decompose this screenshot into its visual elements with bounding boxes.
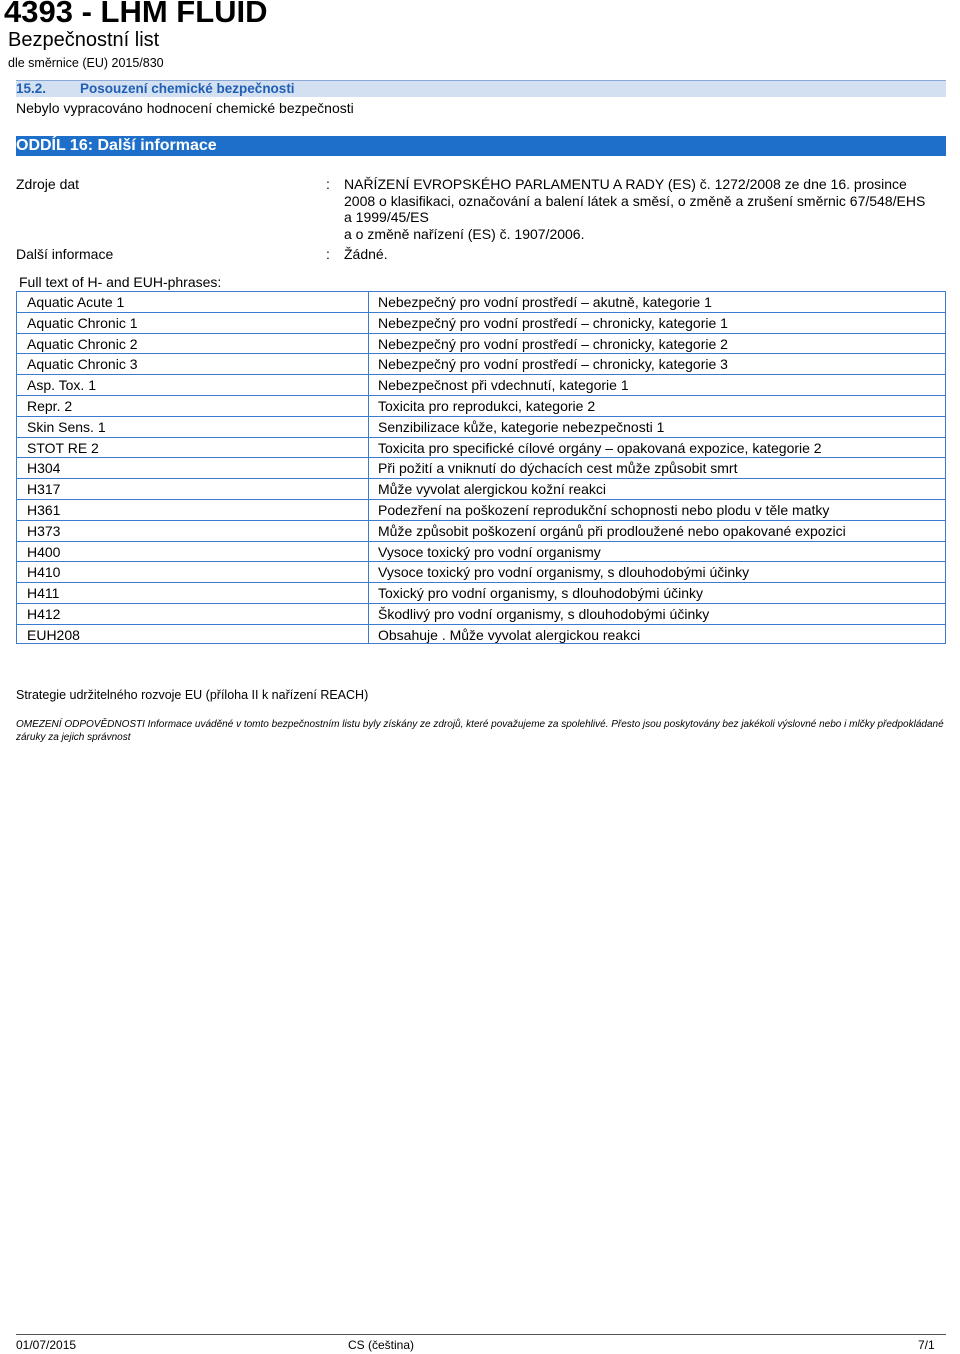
section-16-header: ODDÍL 16: Další informace: [16, 136, 946, 156]
table-row: [17, 542, 945, 563]
phrase-code: H304: [27, 460, 61, 477]
phrase-description: Obsahuje . Může vyvolat alergickou reakci: [378, 626, 641, 643]
footer-page: 7/1: [918, 1338, 935, 1352]
phrase-description: Toxicita pro specifické cílové orgány – opakovaná expozice, kategorie 2: [378, 439, 822, 456]
footer-divider: [16, 1334, 946, 1335]
phrase-code: H317: [27, 481, 61, 498]
phrase-code: Aquatic Chronic 3: [27, 356, 138, 373]
phrase-description: Nebezpečný pro vodní prostředí – chronicky, kategorie 3: [378, 356, 728, 373]
table-row: [17, 583, 945, 604]
subsection-title: Posouzení chemické bezpečnosti: [80, 81, 295, 96]
table-row: [17, 417, 945, 438]
table-row: [17, 375, 945, 396]
table-row: [17, 354, 945, 375]
table-row: [17, 521, 945, 542]
phrase-description: Toxický pro vodní organismy, s dlouhodobými účinky: [378, 585, 704, 602]
phrase-code: H412: [27, 606, 61, 622]
phrase-description: Může vyvolat alergickou kožní reakci: [378, 481, 606, 498]
phrase-description: Podezření na poškození reprodukční schopnosti nebo plodu v těle matky: [378, 502, 830, 518]
table-row: [17, 313, 945, 334]
phrase-description: Může způsobit poškození orgánů při prodloužené nebo opakované expozici: [378, 522, 846, 539]
data-sources-label: Zdroje dat: [16, 176, 80, 192]
chemical-safety-assessment-text: Nebylo vypracováno hodnocení chemické bezpečnosti: [16, 100, 354, 116]
table-row: [17, 334, 945, 355]
table-row: [17, 458, 945, 479]
directive-reference: dle směrnice (EU) 2015/830: [8, 56, 164, 70]
other-info-value: Žádné.: [344, 246, 388, 262]
phrase-description: Škodlivý pro vodní organismy, s dlouhodobými účinky: [378, 606, 710, 622]
phrase-code: H410: [27, 564, 61, 581]
phrase-code: STOT RE 2: [27, 439, 99, 456]
footer-language: CS (čeština): [348, 1338, 415, 1352]
phrase-code: H361: [27, 502, 61, 518]
table-row: [17, 500, 945, 521]
other-info-label: Další informace: [16, 246, 114, 262]
phrase-description: Vysoce toxický pro vodní organismy: [378, 543, 601, 560]
table-row: [17, 625, 945, 646]
data-sources-value: [344, 176, 944, 242]
phrase-description: Toxicita pro reprodukci, kategorie 2: [378, 398, 596, 414]
phrase-description: Při požití a vniknutí do dýchacích cest může způsobit smrt: [378, 460, 738, 477]
phrase-description: Nebezpečný pro vodní prostředí – akutně, kategorie 1: [378, 294, 712, 310]
product-title: 4393 - LHM FLUID: [4, 0, 268, 29]
phrase-code: Asp. Tox. 1: [27, 377, 97, 394]
data-sources-line: a 1999/45/ES: [344, 209, 429, 225]
phrase-code: Aquatic Chronic 1: [27, 314, 138, 331]
subsection-15-2-header: [16, 80, 946, 97]
data-sources-line: a o změně nařízení (ES) č. 1907/2006.: [344, 225, 585, 242]
phrase-code: Repr. 2: [27, 398, 73, 414]
table-row: [17, 562, 945, 583]
phrase-code: H411: [27, 585, 60, 602]
subsection-number: 15.2.: [16, 81, 47, 96]
footer-date: 01/07/2015: [16, 1338, 77, 1352]
other-info-colon: :: [326, 246, 330, 262]
phrase-description: Senzibilizace kůže, kategorie nebezpečnosti 1: [378, 418, 665, 435]
phrase-description: Nebezpečnost při vdechnutí, kategorie 1: [378, 377, 629, 394]
phrase-code: Skin Sens. 1: [27, 418, 106, 435]
table-row: [17, 438, 945, 459]
table-row: [17, 292, 945, 313]
table-row: [17, 479, 945, 500]
phrase-description: Nebezpečný pro vodní prostředí – chronicky, kategorie 2: [378, 335, 728, 352]
sustainability-note: Strategie udržitelného rozvoje EU (příloha II k nařízení REACH): [16, 688, 369, 702]
phrase-code: Aquatic Chronic 2: [27, 335, 138, 352]
phrase-code: H400: [27, 543, 61, 560]
disclaimer: OMEZENÍ ODPOVĚDNOSTI Informace uváděné v tomto bezpečnostním listu byly získány ze zdrojů, které považujeme za spolehlivé. Přesto jsou poskytovány bez jakékoli výslovné nebo i mlčky předpokládané záruky za jejich správnost: [16, 719, 944, 743]
phrase-code: EUH208: [27, 626, 80, 643]
document-type: Bezpečnostní list: [8, 29, 160, 51]
phrases-title: Full text of H- and EUH-phrases:: [19, 274, 222, 290]
table-row: [17, 396, 945, 417]
phrase-description: Nebezpečný pro vodní prostředí – chronicky, kategorie 1: [378, 314, 728, 331]
phrases-table: [16, 291, 946, 644]
data-sources-line: 2008 o klasifikaci, označování a balení látek a směsí, o změně a zrušení směrnic 67/548/EHS: [344, 192, 926, 209]
data-sources-colon: :: [326, 176, 330, 192]
phrase-code: Aquatic Acute 1: [27, 294, 125, 310]
data-sources-line: NAŘÍZENÍ EVROPSKÉHO PARLAMENTU A RADY (ES) č. 1272/2008 ze dne 16. prosince: [344, 176, 907, 192]
phrase-code: H373: [27, 522, 61, 539]
phrase-description: Vysoce toxický pro vodní organismy, s dlouhodobými účinky: [378, 564, 750, 581]
table-row: [17, 604, 945, 625]
